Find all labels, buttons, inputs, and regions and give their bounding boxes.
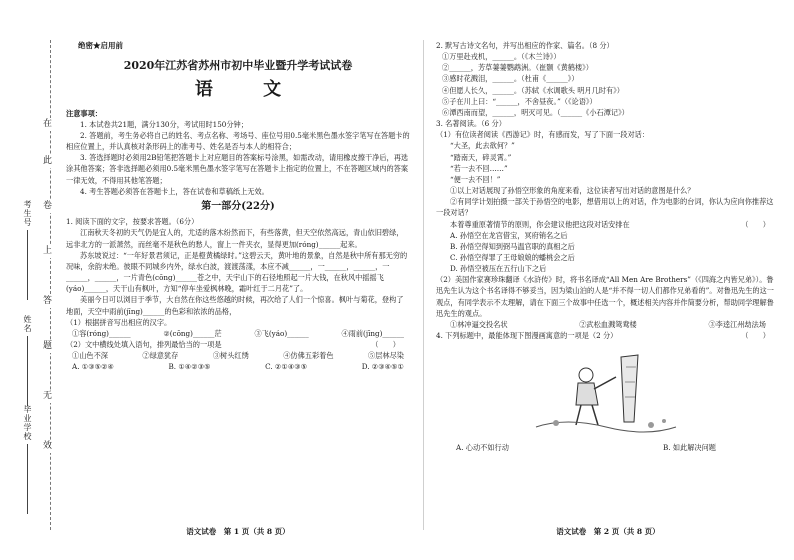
binding-mark: 上 <box>43 246 53 256</box>
option: D. 孙悟空被压在五行山下之后 <box>450 264 547 274</box>
field-exam-number: 考生号 <box>22 200 33 300</box>
sub-question: （1）有位读者阅读《西游记》时，有感而发，写了下面一段对话： <box>436 130 650 140</box>
binding-mark: 此 <box>43 156 53 166</box>
recite-line: ③感时花溅泪，______。（杜甫《______》） <box>442 74 579 84</box>
recite-line: ①万里赴戎机，______。（《木兰诗》） <box>442 52 561 62</box>
caption-b: B. 如此解决问题 <box>663 443 716 453</box>
note-item: 2. 答题前，考生务必将自己的姓名、考点名称、考场号、座位号用0.5毫米黑色墨水签字笔写在答题卡的相应位置上，并认真核对条形码上的准考号、姓名是否与本人的相符合； <box>66 130 410 152</box>
choice: C. ②①④③⑤ <box>265 362 308 372</box>
dialog-line: “踏南天，碎灵霄。” <box>450 152 512 162</box>
recite-line: ②______，芳草萋萋鹦鹉洲。（崔颢《黄鹤楼》） <box>442 63 593 73</box>
binding-mark: 在 <box>43 119 53 129</box>
passage-paragraph: 美丽今日可以浏目于季节，大自然在你这些悠越的时候，再次给了人们一个惊喜。枫叶与菊花，登构了地面，天空中雨前(jīng)______的色彩和浓浓的品格， <box>66 295 404 316</box>
binding-mark: 答 <box>43 296 53 306</box>
sub-question: （2）文中横线处填入语句，排列最恰当的一项是 （ ） <box>66 340 400 350</box>
exam-page-1 <box>66 40 410 540</box>
binding-margin <box>0 0 62 560</box>
dialog-line: “大圣，此去欲何？” <box>450 141 515 151</box>
dialog-line: “便一去不回！” <box>450 174 501 184</box>
option: C. 孙悟空得罪了王母娘娘的蟠桃会之后 <box>450 252 575 262</box>
note-item: 4. 考生答题必须答在答题卡上，答在试卷和草稿纸上无效。 <box>80 186 269 196</box>
story-row <box>436 319 780 330</box>
recite-line: ④但愿人长久，______。（苏轼《水调歌头 明月几时有》） <box>442 85 624 95</box>
binding-dashed-line <box>50 40 51 530</box>
caption-a: A. 心动不如行动 <box>456 443 509 453</box>
sub-question: （2）美国作家赛珍珠翻译《水浒传》时，将书名译成“All Men Are Brothers”（《四海之内皆兄弟》）。鲁迅先生认为这个书名译得不够妥当，因为梁山泊的人是“并不得一切人们都作兄弟看的”。对鲁迅先生的这一观点，有同学表示不太理解，请在下面三个故事中任选一个，概述相关内容并作简要分析，帮助同学理解鲁迅先生的观点。 <box>436 275 774 318</box>
page-divider <box>423 40 424 530</box>
pinyin-item: ③飞(yáo)______ <box>254 328 309 338</box>
recite-line: ⑥潭西南而望，______，明灭可见。（______《小石潭记》） <box>442 107 629 117</box>
pinyin-item: ④雨前(jīng)______ <box>341 328 404 338</box>
story-option: ③李逵江州劫法场 <box>708 319 766 329</box>
option-row: ①山色不深 ②绿意犹存 ③树头红绣 ④仿佛五彩着色 ⑤层林尽染 <box>72 351 404 361</box>
cartoon-illustration <box>526 347 686 437</box>
sub-question: ①以上对话展现了孙悟空形象的角度来看，这位读者写出对话的意图是什么？ <box>450 186 695 196</box>
sub-question: ②有同学计划拍摄一部关于孙悟空的电影，想借用以上的对话，作为电影的台词，你认为应向你推荐这一段对话？ <box>436 197 774 218</box>
page-footer: 语文试卷 第 2 页（共 8 页） <box>556 527 660 537</box>
passage-paragraph: 江南秋天冬初的天气仍是宜人的，尤适的落木纷然而下，有些落黄，但天空依然高远，青山依旧碧绿，远非北方的一派萧然，而丝毫不是秋色的愁人，窗上一件夹衣，显得更加(róng)______起来。 <box>66 228 404 249</box>
question-1: 1. 阅读下面的文字，按要求答题。（6分） <box>66 217 199 227</box>
note-item: 3. 答选择题时必须用2B铅笔把答题卡上对应题目的答案标号涂黑，如需改动，请用橡皮擦干净后，再选涂其他答案；答非选择题必须用0.5毫米黑色墨水签字笔写在答题卡上指定的位置上，不在答题区域内的答案一律无效，不得用其他笔答题； <box>66 153 409 185</box>
option: B. 孙悟空得知到弼马温官职的真相之后 <box>450 241 575 251</box>
page-footer: 语文试卷 第 1 页（共 8 页） <box>186 527 290 537</box>
option: A. 孙悟空在龙宫借宝，冥府销名之后 <box>450 230 568 240</box>
binding-mark: 卷 <box>43 201 53 211</box>
binding-mark: 效 <box>43 441 53 451</box>
recite-line: ⑤子在川上曰：“______，不舍昼夜。”（《论语》） <box>442 96 597 106</box>
story-option: ①林冲逼交投名状 <box>450 319 508 329</box>
secret-label: 绝密★启用前 <box>78 41 123 50</box>
question-2: 2. 默写古诗文名句，并写出相应的作家、篇名。（8 分） <box>436 41 614 50</box>
note-item: 1. 本试卷共21题，满分130分，考试用时150分钟； <box>80 119 248 129</box>
exam-title: 2020年江苏省苏州市初中毕业暨升学考试试卷 <box>123 58 353 72</box>
binding-mark: 无 <box>43 391 53 401</box>
passage-paragraph: 苏东坡说过：“一年好景君须记，正是橙黄橘绿时。”这碧云天，黄叶地的景象，自然是秋中所有那无穷的况味，余韵未绝。彼眼不同城乡内外，绿水白波，渡渡荡漾，本应不减______，一______，______，一______，______，一片青色(cōng)______苍之中，天宇山下的石径地照起一片大钱，在秋风中摇摇飞(yáo)______，天干山有枫叶，方知“停车坐爱枫林晚，霜叶红于二月花”了。 <box>66 250 408 294</box>
notes <box>66 108 410 197</box>
exam-page-2 <box>436 40 780 540</box>
sub-question: （1）根据拼音写出相应的汉字。 <box>66 317 172 327</box>
field-name: 姓名 <box>22 315 33 406</box>
question-4: 4. 下列标题中，最能体现下图漫画寓意的一项是（2 分） （ ） <box>436 331 770 341</box>
part-title: 第一部分(22分) <box>201 200 275 212</box>
subject-title: 语 文 <box>194 78 304 100</box>
choice-row <box>66 361 410 372</box>
pinyin-item: ②(cōng)______茫 <box>163 328 222 338</box>
sub-question: 本着尊重原著情节的原则，你会建议他把这段对话安排在 （ ） <box>450 219 770 229</box>
story-option: ②武松血溅鸳鸯楼 <box>579 319 637 329</box>
pinyin-row <box>66 328 410 339</box>
choice: D. ②③④⑤① <box>361 362 404 372</box>
field-school: 毕业学校 <box>22 405 33 514</box>
choice: A. ①③⑤②④ <box>72 362 114 372</box>
question-3: 3. 名著阅读。（6 分） <box>436 119 506 129</box>
notes-heading: 注意事项： <box>66 108 102 118</box>
pinyin-item: ①容(róng)______ <box>72 328 131 338</box>
caption-row <box>456 442 716 453</box>
choice: B. ①④②③⑤ <box>168 362 211 372</box>
binding-mark: 题 <box>43 341 53 351</box>
dialog-line: “若一去不回……” <box>450 163 508 173</box>
